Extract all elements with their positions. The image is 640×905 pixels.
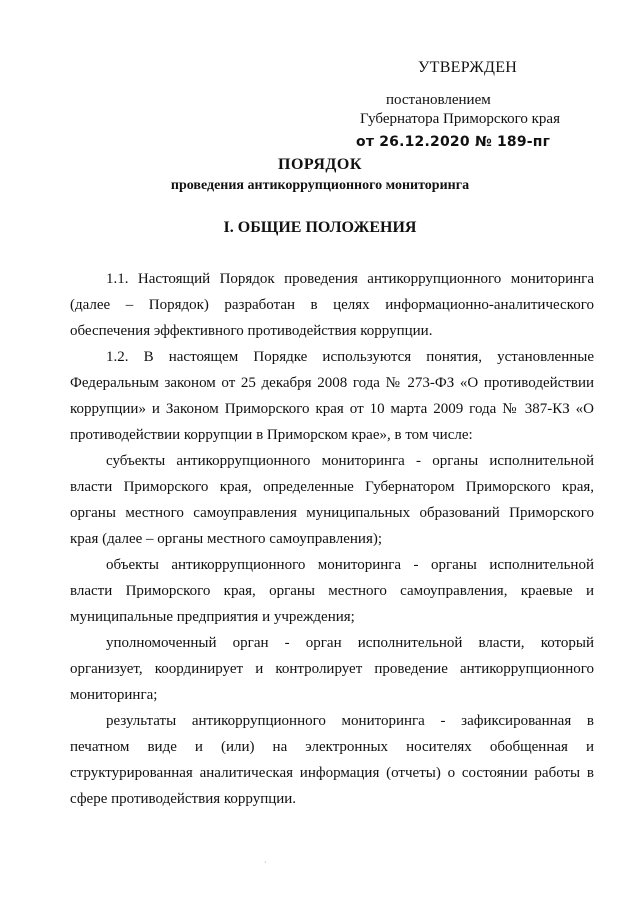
section-heading: I. ОБЩИЕ ПОЛОЖЕНИЯ (223, 219, 417, 236)
paragraph: уполномоченный орган - орган исполнительной власти, который организует, координирует и контролирует проведение антикоррупционного мониторинга; (70, 635, 594, 703)
paragraph: 1.2. В настоящем Порядке используются понятия, установленные Федеральным законом от 25 декабря 2008 года № 273-ФЗ «О противодействии коррупции» и Законом Приморского края от 10 марта 2009 года № 387-КЗ «О противодействии коррупции в Приморском крае», в том числе: (70, 349, 594, 443)
approval-governor: Губернатора Приморского края (360, 111, 560, 127)
approval-by: постановлением (386, 92, 491, 108)
document-body (70, 266, 594, 812)
approval-date: от 26.12.2020 № 189-пг (356, 134, 551, 150)
document-subtitle: проведения антикоррупционного мониторинга (170, 178, 470, 193)
approved-label: УТВЕРЖДЕН (418, 59, 518, 76)
scan-speck: · (264, 858, 267, 867)
paragraph: результаты антикоррупционного мониторинга - зафиксированная в печатном виде и (или) на электронных носителях обобщенная и структурированная аналитическая информация (отчеты) о состоянии работы в сфере противодействия коррупции. (70, 713, 594, 807)
paragraph: объекты антикоррупционного мониторинга - органы исполнительной власти Приморского края, органы местного самоуправления, краевые и муниципальные предприятия и учреждения; (70, 557, 594, 625)
paragraph: 1.1. Настоящий Порядок проведения антикоррупционного мониторинга (далее – Порядок) разработан в целях информационно-аналитического обеспечения эффективного противодействия коррупции. (70, 271, 594, 339)
paragraph: субъекты антикоррупционного мониторинга - органы исполнительной власти Приморского края, определенные Губернатором Приморского края, органы местного самоуправления муниципальных образований Приморского края (далее – органы местного самоуправления); (70, 453, 594, 547)
document-title: ПОРЯДОК (278, 156, 362, 173)
